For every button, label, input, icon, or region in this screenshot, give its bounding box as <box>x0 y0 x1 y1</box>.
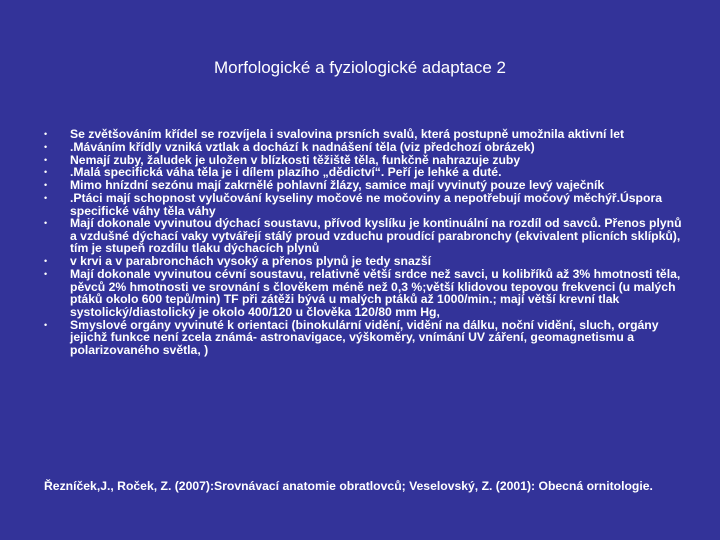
bullet-text: Mimo hnízdní sezónu mají zakrnělé pohlavní žlázy, samice mají vyvinutý pouze levý vaječník <box>70 178 605 193</box>
bullet-marker: • <box>44 154 48 165</box>
bullet-marker: • <box>44 129 48 139</box>
bullet-item <box>44 319 684 357</box>
reference-citation: Řezníček,J., Roček, Z. (2007):Srovnávací anatomie obratlovců; Veselovský, Z. (2001): Obecná ornitologie. <box>44 479 653 493</box>
slide-title: Morfologické a fyziologické adaptace 2 <box>214 58 506 77</box>
bullet-list <box>44 128 684 357</box>
bullet-text: Smyslové orgány vyvinuté k orientaci (binokulární vidění, vidění na dálku, noční vidění, sluch, orgány jejichž funkce není zcela známá- astronavigace, výškoměry, vnímání UV záření, geomagnetismu a polarizovaného světla, ) <box>70 317 659 357</box>
bullet-item <box>44 179 684 192</box>
bullet-text: Nemají zuby, žaludek je uložen v blízkosti těžiště těla, funkčně nahrazuje zuby <box>70 152 521 167</box>
bullet-text: .Malá specifická váha těla je i dílem plazího „dědictví“. Peří je lehké a duté. <box>70 165 502 180</box>
bullet-marker: • <box>44 167 48 178</box>
bullet-text: .Ptáci mají schopnost vylučování kyseliny močové ne močoviny a nepotřebují močový měchýř.Úspora specifické váhy těla váhy <box>70 190 662 218</box>
bullet-marker: • <box>44 192 48 203</box>
bullet-item <box>44 268 684 318</box>
bullet-text: v krvi a v parabronchách vysoký a přenos plynů je tedy snazší <box>70 254 432 269</box>
bullet-marker: • <box>44 141 48 152</box>
bullet-item <box>44 154 684 167</box>
bullet-item <box>44 192 684 217</box>
bullet-item <box>44 255 684 268</box>
bullet-item <box>44 217 684 255</box>
bullet-item <box>44 128 684 141</box>
bullet-item <box>44 166 684 179</box>
bullet-marker: • <box>44 218 48 229</box>
bullet-text: Se zvětšováním křídel se rozvíjela i svalovina prsních svalů, která postupně umožnila aktivní let <box>70 127 625 141</box>
bullet-text: Mají dokonale vyvinutou dýchací soustavu, přívod kyslíku je kontinuální na rozdíl od savců. Přenos plynů a vzdušné dýchací vaky vytvářejí stálý proud vzduchu proudící parabronchy (ekvivalent plicních sklípků), tím je stupeň rozdílu tlaku dýchacích plynů <box>70 216 682 256</box>
bullet-text: Mají dokonale vyvinutou cévní soustavu, relativně větší srdce než savci, u kolibříků až 3% hmotnosti těla, pěvců 2% hmotnosti ve srovnání s člověkem méně než 0,3 %;větší klidovou tepovou frekvenci (u malých ptáků okolo 600 tepů/min) TF při zátěži bývá u malých ptáků až 1000/min.; mají větší krevní tlak systolický/diastolický je okolo 400/120 u člověka 120/80 mm Hg, <box>70 267 681 319</box>
bullet-item <box>44 141 684 154</box>
bullet-marker: • <box>44 180 48 191</box>
bullet-marker: • <box>44 319 48 330</box>
bullet-marker: • <box>44 256 48 267</box>
bullet-text: .Máváním křídly vzniká vztlak a dochází k nadnášení těla (viz předchozí obrázek) <box>70 139 535 154</box>
bullet-marker: • <box>44 269 48 280</box>
